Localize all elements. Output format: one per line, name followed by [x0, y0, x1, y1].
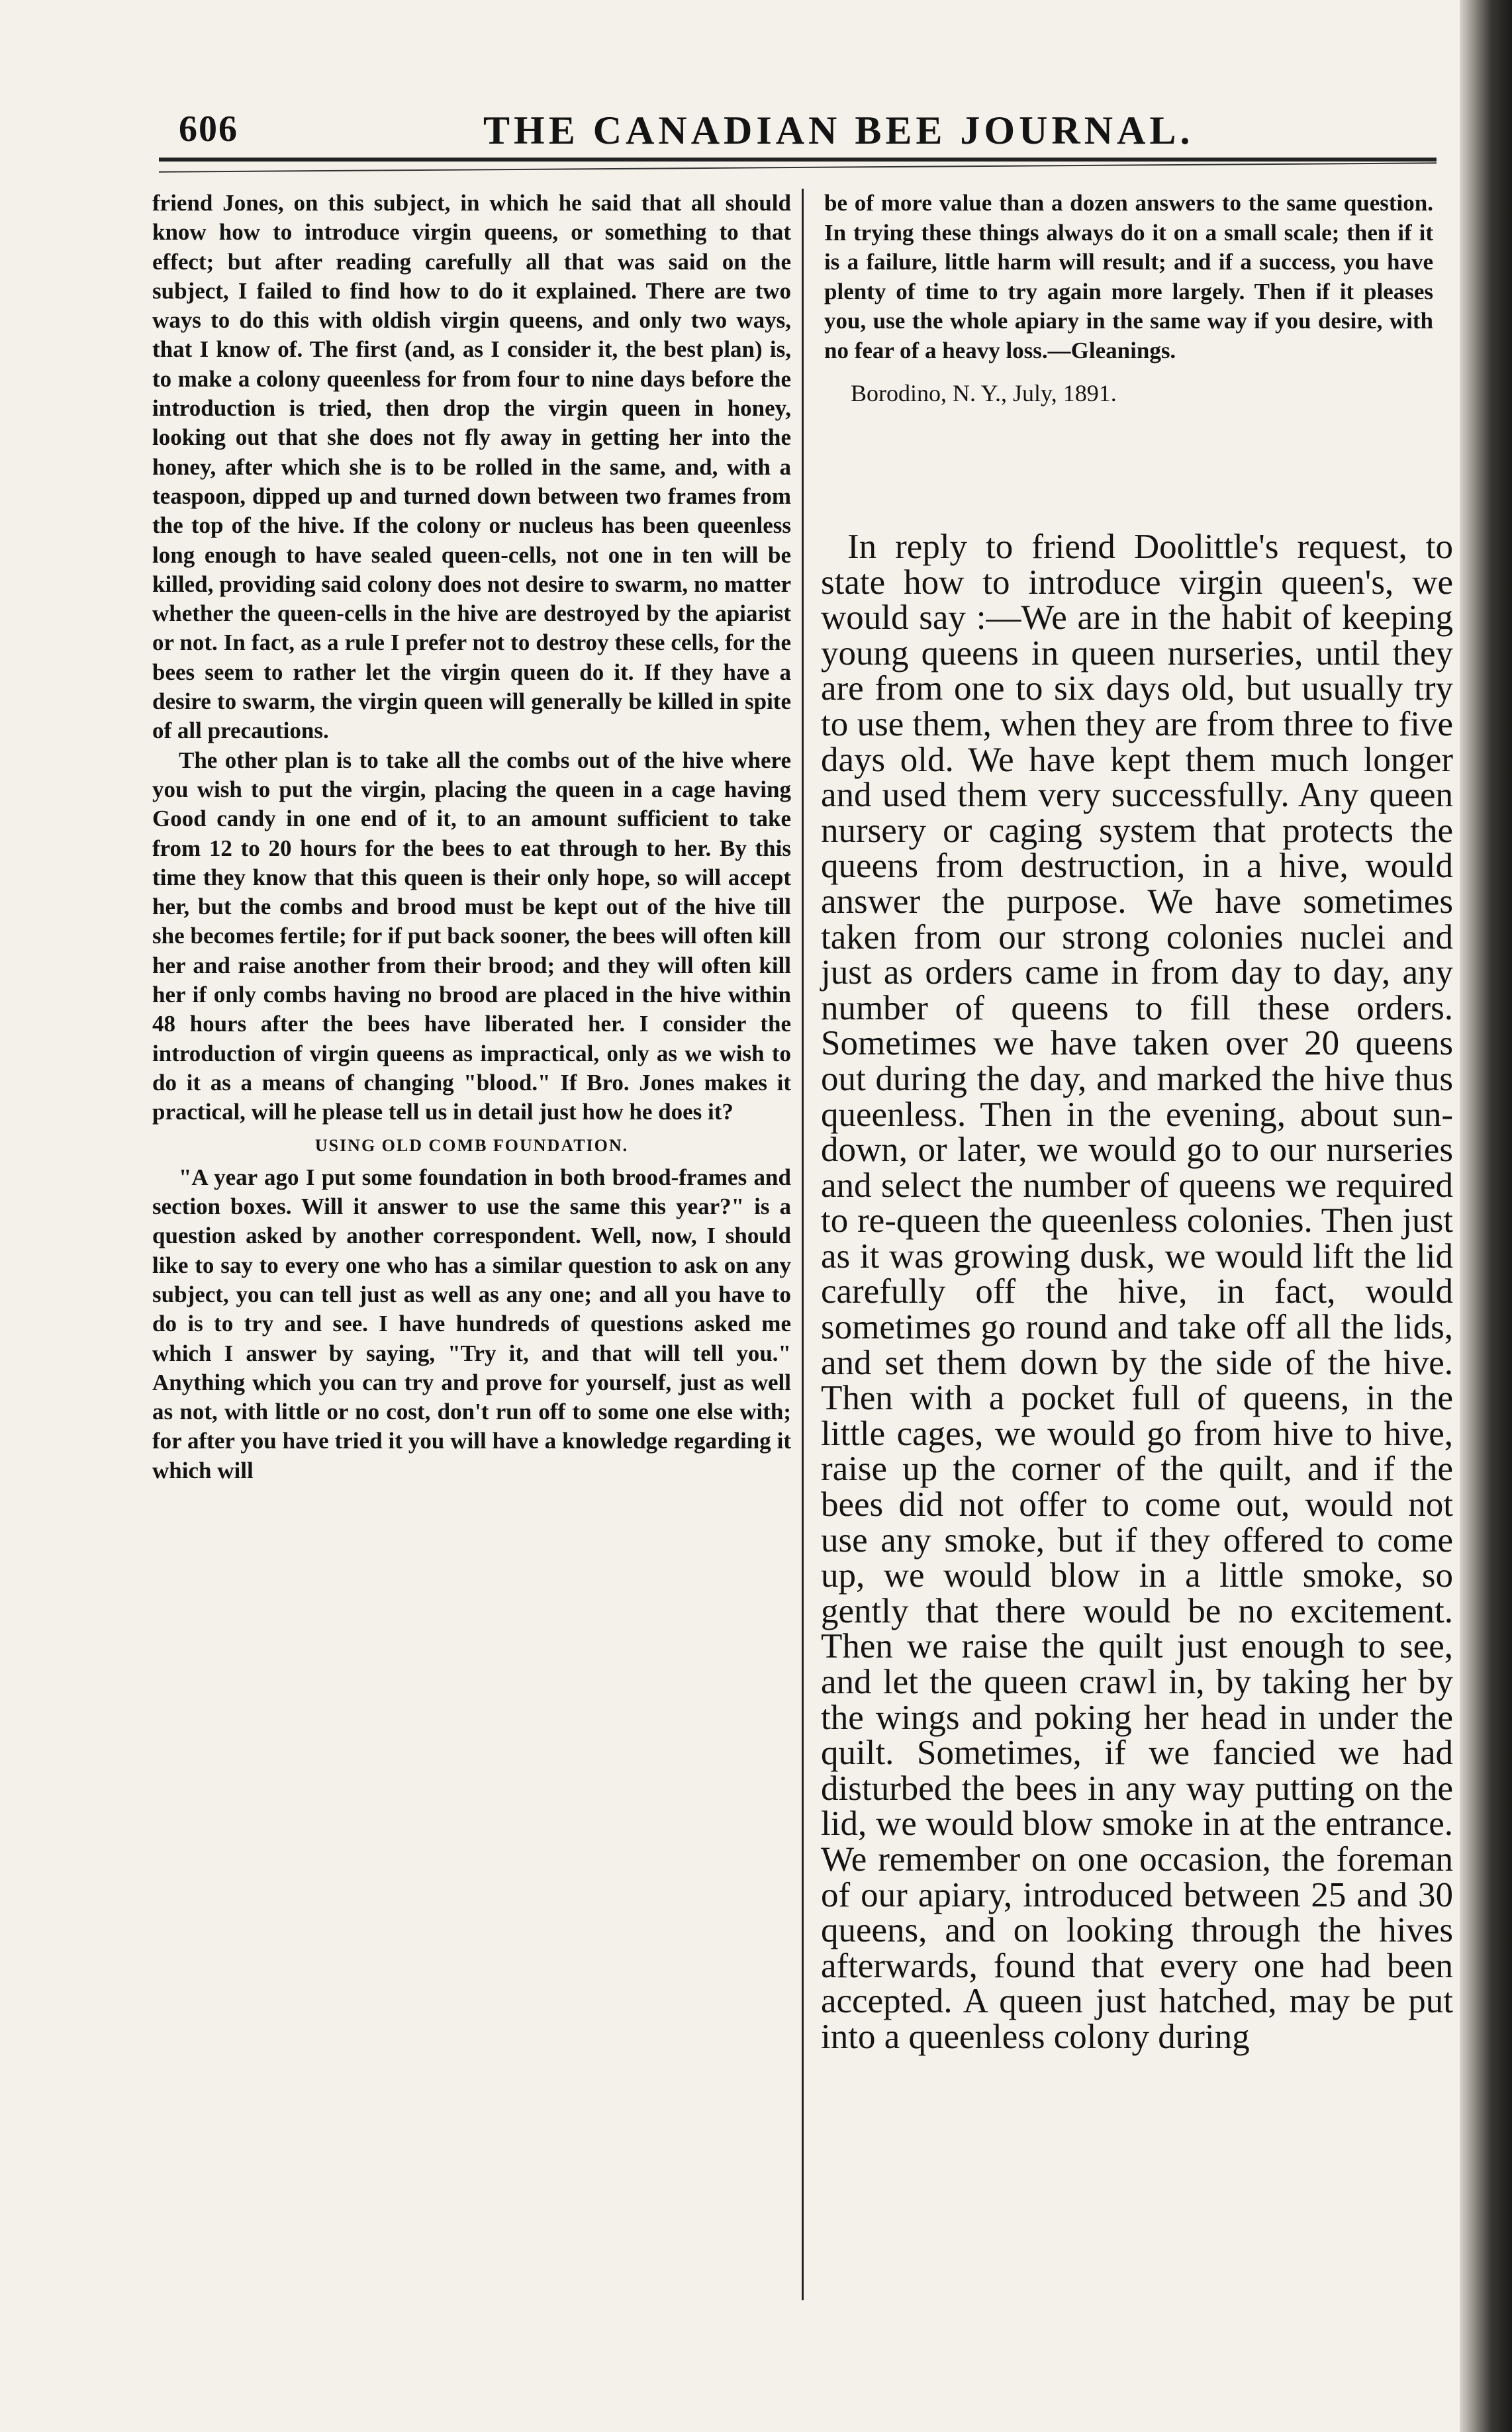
- journal-title: THE CANADIAN BEE JOURNAL.: [483, 109, 1194, 152]
- page-number: 606: [179, 109, 238, 150]
- right-column-letter: [821, 530, 1453, 2055]
- header-rule: [159, 158, 1437, 162]
- right-paragraph-2: In reply to friend Doolittle's request, to state how to introduce virgin queen's, we would say :—We are in the habit of keeping young queens in queen nurseries, until they are from one to six days old, but usually try to use them, when they are from three to five days old. We have kept them much longer and used them very successfully. Any queen nursery or caging system that protects the queens from destruction, in a hive, would answer the purpose. We have sometimes taken from our strong colonies nuclei and just as orders came in from day to day, any number of queens to fill these orders. Sometimes we have taken over 20 queens out during the day, and marked the hive thus queenless. Then in the evening, about sun-down, or later, we would go to our nurseries and select the number of queens we required to re-queen the queenless colonies. Then just as it was growing dusk, we would lift the lid carefully off the hive, in fact, would sometimes go round and take off all the lids, and set them down by the side of the hive. Then with a pocket full of queens, in the little cages, we would go from hive to hive, raise up the corner of the quilt, and if the bees did not offer to come out, would not use any smoke, but if they offered to come up, we would blow in a little smoke, so gently that there would be no excitement. Then we raise the quilt just enough to see, and let the queen crawl in, by taking her by the wings and poking her head in under the quilt. Sometimes, if we fancied we had disturbed the bees in any way putting on the lid, we would blow smoke in at the entrance. We remember on one occasion, the foreman of our apiary, introduced between 25 and 30 queens, and on looking through the hives afterwards, found that every one had been accepted. A queen just hatched, may be put into a queenless colony during: [821, 528, 1453, 2056]
- left-paragraph-1: friend Jones, on this subject, in which he said that all should know how to introduce virgin queens, or something to that effect; but after reading carefully all that was said on the subject, I failed to find how to do it explained. There are two ways to do this with oldish virgin queens, and only two ways, that I know of. The first (and, as I consider it, the best plan) is, to make a colony queenless for from four to nine days before the introduction is tried, then drop the virgin queen in honey, looking out that she does not fly away in getting her into the honey, after which she is to be rolled in the same, and, with a teaspoon, dipped up and turned down between two frames from the top of the hive. If the colony or nucleus has been queenless long enough to have sealed queen-cells, not one in ten will be killed, providing said colony does not desire to swarm, no matter whether the queen-cells in the hive are destroyed by the apiarist or not. In fact, as a rule I prefer not to destroy these cells, for the bees seem to rather let the virgin queen do it. If they have a desire to swarm, the virgin queen will generally be killed in spite of all precautions.: [152, 190, 791, 744]
- left-column: [152, 189, 791, 1485]
- section-subheading: USING OLD COMB FOUNDATION.: [314, 1135, 629, 1155]
- column-divider: [802, 189, 804, 2300]
- dateline: Borodino, N. Y., July, 1891.: [851, 380, 1117, 406]
- scan-edge-shadow: [1460, 0, 1512, 2432]
- left-paragraph-2: The other plan is to take all the combs out of the hive where you wish to put the virgin, placing the queen in a cage having Good candy in one end of it, to an amount sufficient to take from 12 to 20 hours for the bees to eat through to her. By this time they know that this queen is their only hope, so will accept her, but the combs and brood must be kept out of the hive till she becomes fertile; for if put back sooner, the bees will often kill her and raise another from their brood; and they will often kill her if only combs having no brood are placed in the hive within 48 hours after the bees have liberated her. I consider the introduction of virgin queens as impractical, only as we wish to do it as a means of changing "blood." If Bro. Jones makes it practical, will he please tell us in detail just how he does it?: [152, 747, 791, 1125]
- right-paragraph-1: be of more value than a dozen answers to the same question. In trying these things always do it on a small scale; then if it is a failure, little harm will result; and if a success, you have plenty of time to try again more largely. Then if it pleases you, use the whole apiary in the same way if you desire, with no fear of a heavy loss.—Gleanings.: [824, 190, 1433, 363]
- left-paragraph-3: "A year ago I put some foundation in both brood-frames and section boxes. Will it answer to use the same this year?" is a question asked by another correspondent. Well, now, I should like to say to every one who has a similar question to ask on any subject, you can tell just as well as any one; and all you have to do is to try and see. I have hundreds of questions asked me which I answer by saying, "Try it, and that will tell you." Anything which you can try and prove for yourself, just as well as not, with little or no cost, don't run off to some one else with; for after you have tried it you will have a knowledge regarding it which will: [152, 1164, 791, 1483]
- right-column-top: [824, 189, 1433, 408]
